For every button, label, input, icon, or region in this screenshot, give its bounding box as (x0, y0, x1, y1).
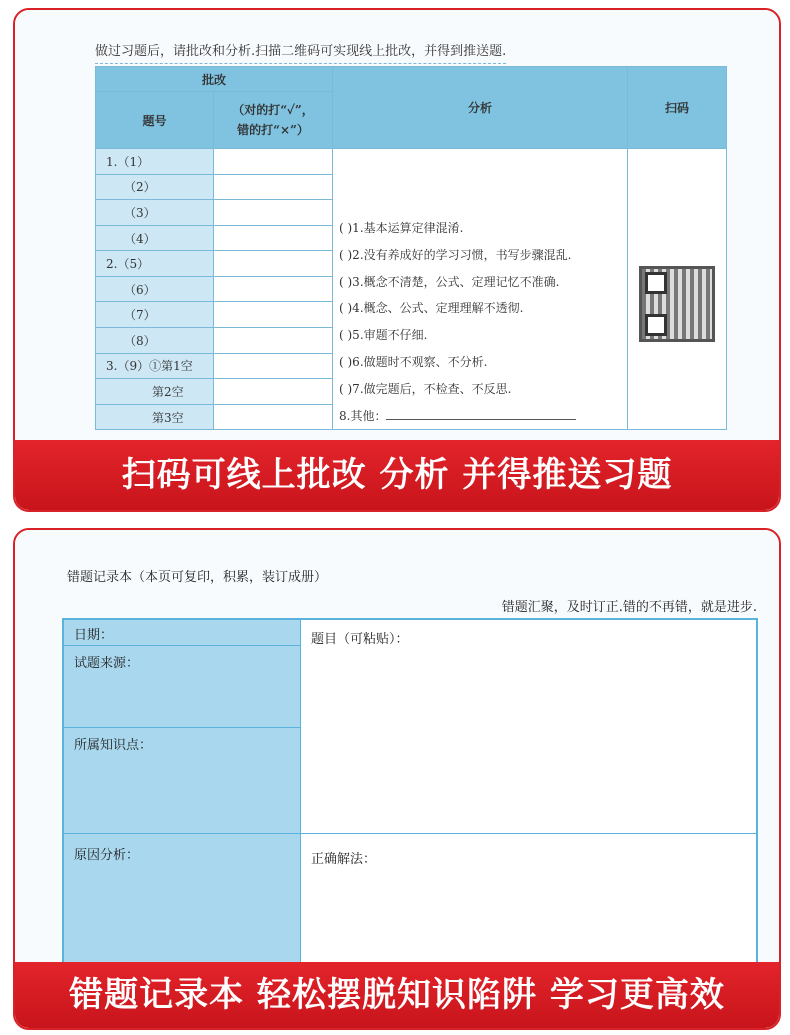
question-number: （7） (96, 302, 214, 328)
mark-cell[interactable] (214, 174, 333, 200)
notebook-title: 错题记录本（本页可复印，积累，装订成册） (67, 570, 328, 585)
qr-cell (628, 149, 727, 430)
reason-label: 原因分析： (74, 848, 140, 863)
reason-item: ( )3.概念不清楚，公式、定理记忆不准确. (339, 274, 560, 289)
grading-card (13, 8, 781, 512)
promo-banner: 错题记录本 轻松摆脱知识陷阱 学习更高效 (15, 962, 779, 1028)
reason-other (339, 403, 627, 430)
notebook-card (13, 528, 781, 1030)
notebook-page (15, 530, 779, 1028)
date-label: 日期： (74, 628, 114, 643)
grading-header: 批改 (96, 67, 333, 92)
promo-banner: 扫码可线上批改 分析 并得推送习题 (15, 440, 779, 510)
scan-header: 扫码 (628, 67, 727, 149)
knowledge-field[interactable] (64, 728, 300, 834)
question-number: 3.（9）①第1空 (96, 353, 214, 379)
question-number: （8） (96, 328, 214, 354)
reason-other-label: 8.其他： (339, 408, 387, 423)
question-label: 题目（可粘贴）： (311, 632, 409, 647)
reason-item: ( )1.基本运算定律混淆. (339, 221, 464, 235)
mark-cell[interactable] (214, 353, 333, 379)
knowledge-label: 所属知识点： (74, 738, 153, 753)
question-number: （2） (96, 174, 214, 200)
question-number: 1.（1） (96, 149, 214, 175)
question-number: （3） (96, 200, 214, 226)
reason-item: ( )7.做完题后，不检查、不反思. (339, 381, 512, 396)
instruction-text: 做过习题后，请批改和分析.扫描二维码可实现线上批改，并得到推送题. (95, 40, 506, 64)
worksheet-page (15, 10, 779, 510)
mark-cell[interactable] (214, 379, 333, 405)
question-number: 第3空 (96, 404, 214, 430)
qr-code-icon[interactable] (639, 266, 715, 342)
reason-item: ( )2.没有养成好的学习习惯，书写步骤混乱. (339, 247, 572, 262)
reason-item: ( )5.审题不仔细. (339, 328, 428, 343)
solution-label: 正确解法： (311, 852, 377, 867)
question-number: （6） (96, 276, 214, 302)
source-label: 试题来源： (74, 656, 140, 671)
mark-cell[interactable] (214, 404, 333, 430)
mark-cell[interactable] (214, 225, 333, 251)
mark-header (214, 92, 333, 149)
mark-header-line1: （对的打“✓”， (232, 103, 314, 117)
notebook-motto: 错题汇聚，及时订正.错的不再错，就是进步. (501, 600, 757, 615)
form-left-column (64, 620, 301, 986)
date-field[interactable] (64, 620, 300, 646)
other-fill-line[interactable] (386, 407, 576, 420)
question-field[interactable] (301, 620, 756, 834)
source-field[interactable] (64, 646, 300, 728)
mark-header-line2: 错的打“×”） (237, 123, 309, 137)
qnum-header: 题号 (96, 92, 214, 149)
analysis-cell (333, 149, 628, 430)
question-number: 第2空 (96, 379, 214, 405)
mark-cell[interactable] (214, 328, 333, 354)
reason-item: ( )6.做题时不观察、不分析. (339, 354, 488, 369)
mark-cell[interactable] (214, 200, 333, 226)
mark-cell[interactable] (214, 149, 333, 175)
question-number: （4） (96, 225, 214, 251)
mark-cell[interactable] (214, 276, 333, 302)
reason-item: ( )4.概念、公式、定理理解不透彻. (339, 301, 524, 316)
mark-cell[interactable] (214, 302, 333, 328)
form-right-column (301, 620, 756, 986)
analysis-header: 分析 (333, 67, 628, 149)
question-number: 2.（5） (96, 251, 214, 277)
mark-cell[interactable] (214, 251, 333, 277)
grading-table (95, 66, 727, 430)
mistake-record-form (62, 618, 758, 988)
